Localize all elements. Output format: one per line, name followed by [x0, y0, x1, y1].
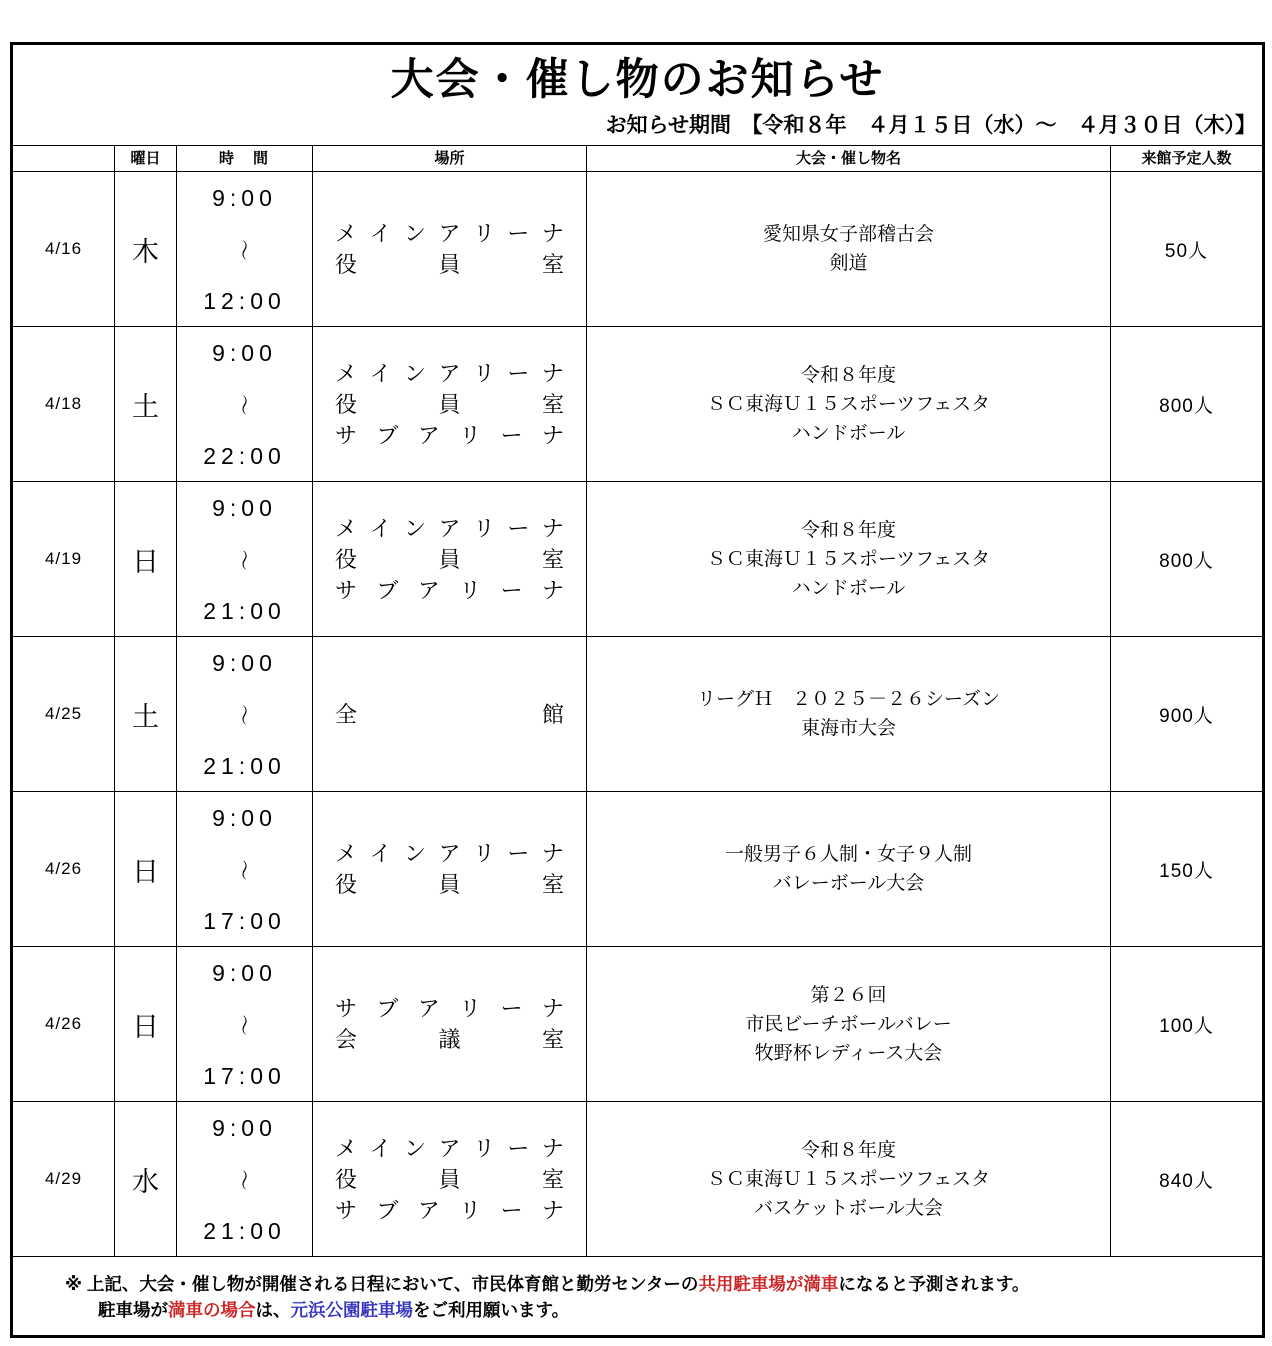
day-cell: 土 — [115, 327, 177, 481]
day-cell: 日 — [115, 947, 177, 1101]
time-separator: ～ — [231, 394, 255, 416]
time-start: 9:00 — [212, 495, 277, 521]
time-cell — [177, 327, 313, 481]
footnote-segment: ※ 上記、大会・催し物が開催される日程において、市民体育館と勤労センターの — [65, 1274, 699, 1294]
event-name-line: 令和８年度 — [800, 364, 896, 386]
footnote-line — [65, 1271, 1252, 1297]
date-cell: 4/25 — [13, 637, 115, 791]
event-name-line: 剣道 — [829, 253, 868, 274]
place-cell — [313, 947, 587, 1101]
event-name-line: 令和８年度 — [800, 1139, 896, 1161]
place-line: 役 員 室 — [335, 391, 564, 417]
header-event-name: 大 会 ・ 催 し 物 名 — [587, 146, 1111, 171]
header-day: 曜日 — [115, 146, 177, 171]
table-row — [13, 481, 1262, 636]
time-end: 17:00 — [203, 908, 286, 934]
event-name-line: 第２６回 — [810, 984, 887, 1006]
event-name-line: 一般男子６人制・女子９人制 — [724, 844, 972, 865]
place-cell — [313, 792, 587, 946]
notice-period: お知らせ期間 【令和８年 ４月１５日（水）～ ４月３０日（木）】 — [605, 114, 1256, 137]
time-start: 9:00 — [212, 650, 277, 676]
place-cell — [313, 637, 587, 791]
visitors-cell: 800人 — [1159, 395, 1214, 417]
date-cell: 4/19 — [13, 482, 115, 636]
event-name-cell — [587, 482, 1111, 636]
time-separator: ～ — [231, 1169, 255, 1191]
event-name-line: ハンドボール — [791, 422, 906, 444]
table-row — [13, 326, 1262, 481]
header-visitors: 来館予定人数 — [1141, 149, 1232, 167]
event-name-line: バレーボール大会 — [772, 873, 925, 894]
event-name-line: 市民ビーチボールバレー — [745, 1013, 952, 1035]
footnote-segment: は、 — [255, 1300, 291, 1320]
table-row — [13, 636, 1262, 791]
parking-footnote — [13, 1256, 1262, 1335]
table-header-row — [13, 145, 1262, 171]
date-cell: 4/29 — [13, 1102, 115, 1256]
time-cell — [177, 637, 313, 791]
date-cell: 4/16 — [13, 172, 115, 326]
event-name-cell — [587, 792, 1111, 946]
event-name-cell — [587, 172, 1111, 326]
place-line: 役 員 室 — [335, 546, 564, 572]
time-separator: ～ — [231, 549, 255, 571]
title-block — [13, 45, 1262, 145]
place-cell — [313, 1102, 587, 1256]
time-separator: ～ — [231, 239, 255, 261]
table-row — [13, 171, 1262, 326]
time-start: 9:00 — [212, 960, 277, 986]
time-start: 9:00 — [212, 185, 277, 211]
time-end: 17:00 — [203, 1063, 286, 1089]
event-name-cell — [587, 637, 1111, 791]
table-row — [13, 791, 1262, 946]
event-name-cell — [587, 947, 1111, 1101]
event-name-line: リーグＨ ２０２５－２６シーズン — [696, 689, 1001, 710]
time-start: 9:00 — [212, 340, 277, 366]
event-name-line: 愛知県女子部稽古会 — [762, 224, 934, 245]
place-line: サ ブ ア リ ー ナ — [335, 1197, 564, 1223]
event-name-cell — [587, 327, 1111, 481]
place-line: メ イ ン ア リ ー ナ — [335, 841, 564, 866]
place-line: メ イ ン ア リ ー ナ — [335, 221, 564, 246]
footnote-segment: 元浜公園駐車場 — [290, 1300, 413, 1320]
place-cell — [313, 172, 587, 326]
event-name-line: バスケットボール大会 — [754, 1197, 943, 1219]
place-line: 役 員 室 — [335, 872, 564, 897]
time-end: 21:00 — [203, 598, 286, 624]
date-cell: 4/26 — [13, 792, 115, 946]
place-line: 役 員 室 — [335, 1166, 564, 1192]
footnote-line — [65, 1297, 1252, 1323]
place-line: サ ブ ア リ ー ナ — [335, 577, 564, 603]
day-cell: 土 — [115, 637, 177, 791]
place-line: 会 議 室 — [335, 1027, 564, 1052]
date-cell: 4/26 — [13, 947, 115, 1101]
footnote-segment: 満車の場合 — [168, 1300, 256, 1320]
time-cell — [177, 172, 313, 326]
table-body — [13, 171, 1262, 1256]
time-cell — [177, 1102, 313, 1256]
event-name-line: 東海市大会 — [800, 718, 896, 739]
visitors-cell: 150人 — [1159, 860, 1214, 882]
header-place: 場 所 — [313, 146, 587, 171]
event-name-line: ＳＣ東海Ｕ１５スポーツフェスタ — [706, 1168, 991, 1190]
footnote-segment: になると予測されます。 — [838, 1274, 1030, 1294]
visitors-cell: 100人 — [1159, 1015, 1214, 1037]
place-line: メ イ ン ア リ ー ナ — [335, 1135, 564, 1161]
footnote-segment: をご利用願います。 — [413, 1300, 570, 1320]
time-start: 9:00 — [212, 805, 277, 831]
day-cell: 日 — [115, 482, 177, 636]
time-separator: ～ — [231, 1014, 255, 1036]
table-row — [13, 1101, 1262, 1256]
time-separator: ～ — [231, 704, 255, 726]
event-name-line: 牧野杯レディース大会 — [754, 1042, 943, 1064]
time-separator: ～ — [231, 859, 255, 881]
place-line: 全 館 — [335, 701, 564, 727]
time-end: 21:00 — [203, 1218, 286, 1244]
place-line: メ イ ン ア リ ー ナ — [335, 515, 564, 541]
place-line: サ ブ ア リ ー ナ — [335, 996, 564, 1021]
time-cell — [177, 947, 313, 1101]
place-line: サ ブ ア リ ー ナ — [335, 422, 564, 448]
visitors-cell: 800人 — [1159, 550, 1214, 572]
event-name-line: ＳＣ東海Ｕ１５スポーツフェスタ — [706, 548, 991, 570]
place-cell — [313, 327, 587, 481]
day-cell: 日 — [115, 792, 177, 946]
announcement-document — [10, 42, 1265, 1338]
time-cell — [177, 792, 313, 946]
time-end: 22:00 — [203, 443, 286, 469]
visitors-cell: 900人 — [1159, 705, 1214, 727]
footnote-segment: 共用駐車場が満車 — [698, 1274, 839, 1294]
place-cell — [313, 482, 587, 636]
footnote-segment: 駐車場が — [98, 1300, 168, 1320]
page-title: 大会・催し物のお知らせ — [390, 56, 885, 104]
event-name-line: 令和８年度 — [800, 519, 896, 541]
table-row — [13, 946, 1262, 1101]
place-line: 役 員 室 — [335, 252, 564, 277]
day-cell: 木 — [115, 172, 177, 326]
event-name-line: ハンドボール — [791, 577, 906, 599]
time-cell — [177, 482, 313, 636]
date-cell: 4/18 — [13, 327, 115, 481]
place-line: メ イ ン ア リ ー ナ — [335, 360, 564, 386]
event-name-cell — [587, 1102, 1111, 1256]
event-name-line: ＳＣ東海Ｕ１５スポーツフェスタ — [706, 393, 991, 415]
time-start: 9:00 — [212, 1115, 277, 1141]
visitors-cell: 50人 — [1164, 240, 1209, 262]
time-end: 21:00 — [203, 753, 286, 779]
time-end: 12:00 — [203, 288, 286, 314]
visitors-cell: 840人 — [1159, 1170, 1214, 1192]
header-date — [13, 146, 115, 171]
header-time: 時 間 — [177, 146, 313, 171]
day-cell: 水 — [115, 1102, 177, 1256]
